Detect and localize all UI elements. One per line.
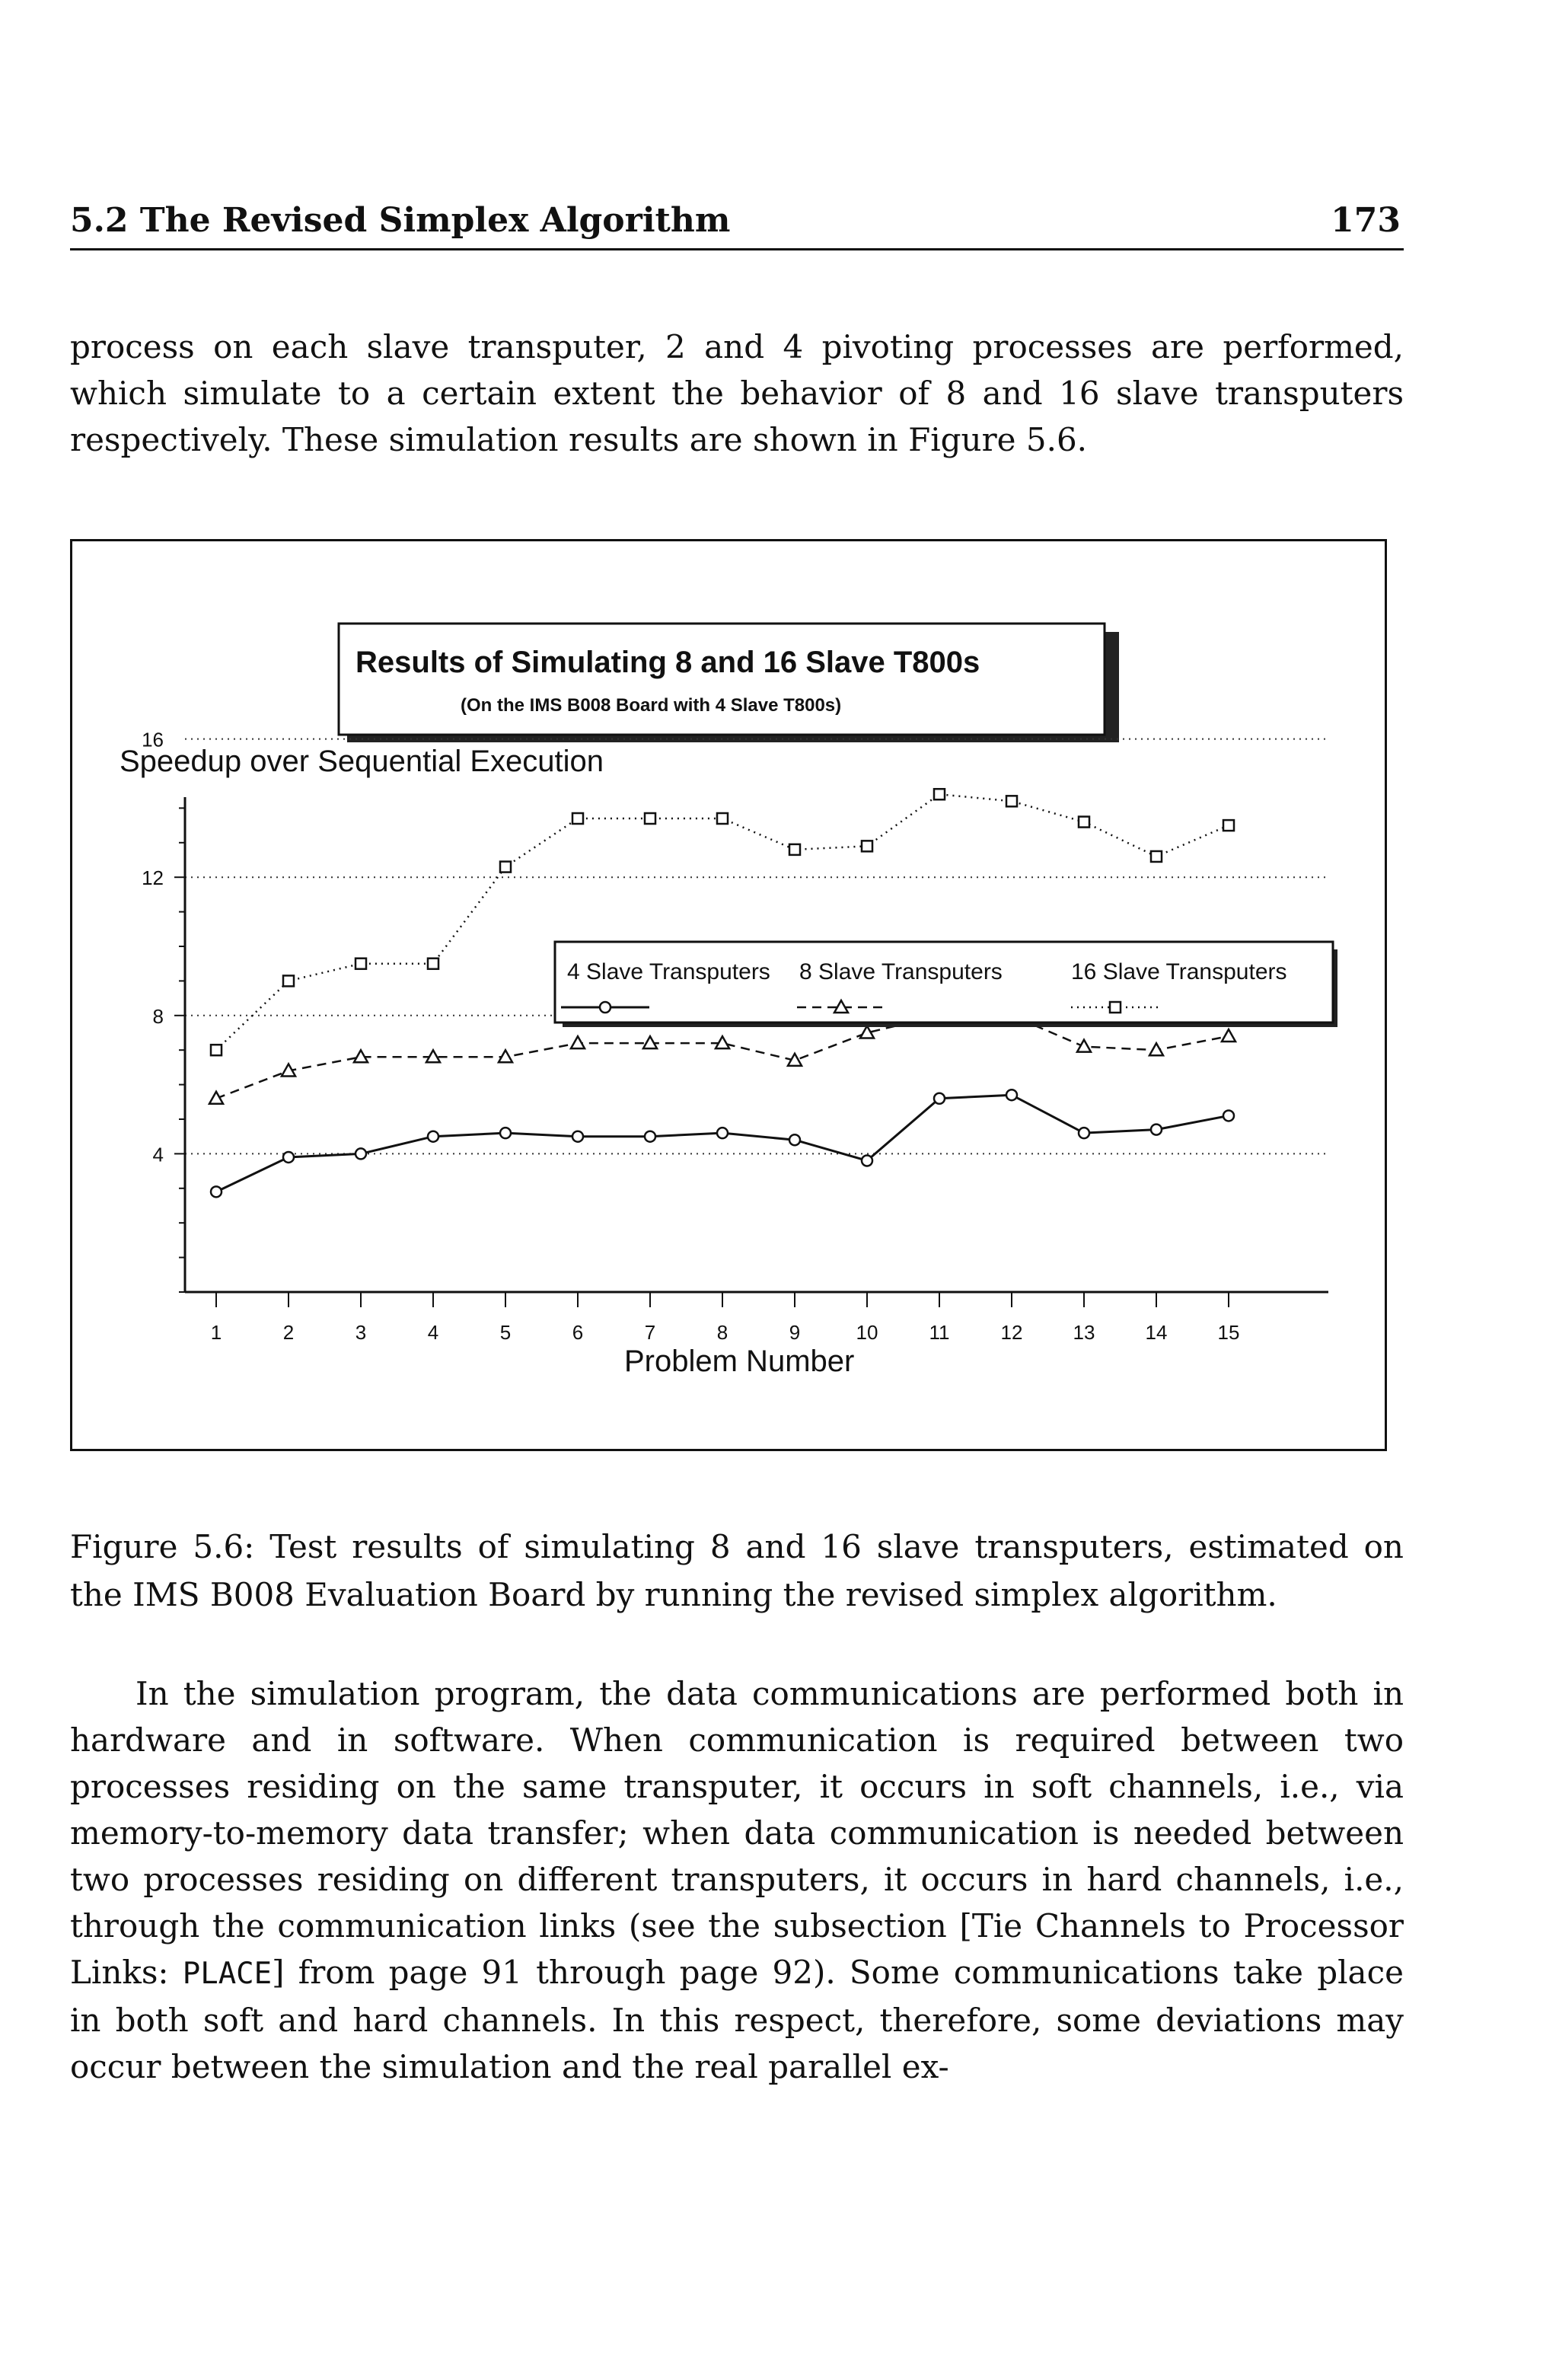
x-tick-label: 4	[427, 1321, 439, 1344]
figure-caption: Figure 5.6: Test results of simulating 8 and 16 slave transputers, estimated on the IMS B008 Evaluation Board by running the revised simplex algorithm.	[70, 1528, 1404, 1613]
figure-frame	[70, 539, 1387, 1451]
x-tick-label: 11	[929, 1321, 950, 1344]
legend-marker-4-slave	[600, 1002, 611, 1013]
point-4-slave	[211, 1186, 222, 1197]
body-text-before: In the simulation program, the data communications are performed both in hardware and in software. When communication is required between two processes residing on the same transputer, it occurs in soft channels, i.e., via memory-to-memory data transfer; when data communication is needed between two processes residing on different transputers, it occurs in hard channels, i.e., through the communication links (see the subsection [Tie Channels to Processor Links:	[70, 1675, 1404, 1991]
point-16-slave	[428, 959, 438, 969]
x-tick-label: 13	[1073, 1321, 1095, 1344]
point-4-slave	[645, 1131, 655, 1142]
x-tick-label: 14	[1145, 1321, 1168, 1344]
x-tick-label: 10	[856, 1321, 878, 1344]
point-16-slave	[717, 813, 728, 824]
point-16-slave	[355, 959, 366, 969]
point-4-slave	[572, 1131, 583, 1142]
point-4-slave	[355, 1148, 366, 1159]
axes-layer	[142, 729, 1328, 1344]
chart-subtitle: (On the IMS B008 Board with 4 Slave T800s)	[461, 695, 842, 716]
x-tick-label: 8	[716, 1321, 728, 1344]
legend-label-8-slave: 8 Slave Transputers	[799, 959, 1003, 984]
point-4-slave	[934, 1093, 945, 1104]
point-8-slave	[1222, 1029, 1235, 1042]
point-4-slave	[500, 1128, 511, 1138]
legend-label-4-slave: 4 Slave Transputers	[567, 959, 770, 984]
legend-marker-16-slave	[1110, 1002, 1121, 1013]
point-8-slave	[1077, 1040, 1091, 1052]
point-16-slave	[283, 975, 294, 986]
point-8-slave	[1149, 1043, 1163, 1055]
y-tick-label: 12	[142, 866, 164, 890]
speedup-chart	[72, 541, 1385, 1449]
chart-title: Results of Simulating 8 and 16 Slave T800s	[355, 646, 980, 679]
point-16-slave	[1223, 820, 1234, 831]
point-4-slave	[862, 1155, 872, 1166]
body-paragraph	[70, 1670, 1404, 2090]
point-16-slave	[934, 789, 945, 799]
point-8-slave	[209, 1092, 223, 1104]
title-box	[339, 624, 1105, 735]
x-tick-label: 9	[789, 1321, 801, 1344]
point-4-slave	[1006, 1090, 1017, 1100]
x-tick-label: 7	[644, 1321, 656, 1344]
point-16-slave	[211, 1045, 222, 1055]
intro-paragraph: process on each slave transputer, 2 and 4 pivoting processes are performed, which simulate to a certain extent the behavior of 8 and 16 slave transputers respectively. These simulation results are shown in Figure 5.6.	[70, 328, 1404, 458]
point-4-slave	[1151, 1125, 1162, 1135]
point-4-slave	[1079, 1128, 1089, 1138]
page-number: 173	[1331, 201, 1401, 240]
x-tick-label: 3	[355, 1321, 367, 1344]
point-4-slave	[789, 1134, 800, 1145]
point-16-slave	[645, 813, 655, 824]
x-tick-label: 12	[1000, 1321, 1023, 1344]
y-tick-label: 16	[142, 728, 164, 751]
point-4-slave	[428, 1131, 438, 1142]
point-4-slave	[717, 1128, 728, 1138]
point-16-slave	[572, 813, 583, 824]
legend-label-16-slave: 16 Slave Transputers	[1071, 959, 1287, 984]
body-text-after: ] from page 91 through page 92). Some communications take place in both soft and hard channels. In this respect, therefore, some deviations may occur between the simulation and the real parallel ex-	[70, 1954, 1404, 2085]
y-axis-label: Speedup over Sequential Execution	[120, 745, 604, 778]
point-16-slave	[1151, 851, 1162, 862]
point-16-slave	[1079, 817, 1089, 828]
x-tick-label: 15	[1217, 1321, 1240, 1344]
x-axis-label: Problem Number	[624, 1345, 855, 1378]
point-4-slave	[1223, 1110, 1234, 1121]
series-line-4-slave	[216, 1095, 1229, 1192]
point-16-slave	[789, 844, 800, 855]
section-title: 5.2 The Revised Simplex Algorithm	[70, 201, 731, 240]
x-tick-label: 6	[572, 1321, 584, 1344]
running-header	[70, 201, 1404, 250]
code-place: PLACE	[182, 1957, 273, 1991]
x-tick-label: 1	[210, 1321, 222, 1344]
point-16-slave	[500, 862, 511, 873]
point-16-slave	[1006, 796, 1017, 806]
x-tick-label: 2	[282, 1321, 295, 1344]
y-tick-label: 4	[152, 1143, 164, 1166]
series-line-8-slave	[216, 1016, 1229, 1099]
point-16-slave	[862, 841, 872, 851]
x-tick-label: 5	[499, 1321, 512, 1344]
point-4-slave	[283, 1152, 294, 1163]
y-tick-label: 8	[152, 1004, 164, 1028]
